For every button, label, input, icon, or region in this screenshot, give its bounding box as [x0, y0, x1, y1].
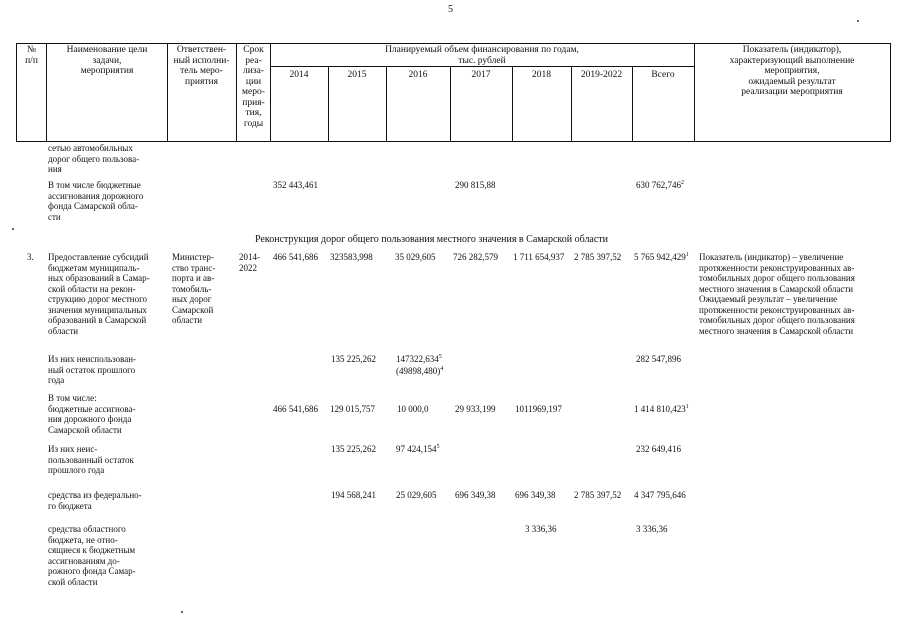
header-year-2019-2022: 2019-2022: [580, 70, 623, 80]
budget-2014: 466 541,686: [273, 404, 318, 414]
header-name: Наименование цели задачи, мероприятия: [66, 45, 148, 76]
unused2-2015: 135 225,262: [331, 444, 376, 454]
row-3-responsible: Министер- ство транс- порта и ав- томобиль- ных дорог Самарской области: [172, 252, 216, 325]
header-year-2015: 2015: [347, 70, 367, 80]
regional-2018: 3 336,36: [525, 524, 557, 534]
row-3-indicator: Показатель (индикатор) – увеличение протяженности реконструированных ав- томобильных дорог общего пользования местного значения в Самарской области Ожидаемый результат – увеличение протяженности реконструированных ав- томобильных дорог общего пользования местного значения в Самарской области: [699, 252, 855, 336]
row-3-term: 2014- 2022: [239, 252, 260, 273]
federal-total: 4 347 795,646: [634, 490, 686, 500]
budget-2016: 10 000,0: [397, 404, 429, 414]
scan-speck: [12, 228, 14, 230]
budget-2017: 29 933,199: [455, 404, 496, 414]
federal-2017: 696 349,38: [455, 490, 496, 500]
federal-2018: 696 349,38: [515, 490, 556, 500]
federal-2019-2022: 2 785 397,52: [574, 490, 622, 500]
incl-2017: 290 815,88: [455, 180, 496, 190]
row-3-total: 5 765 942,429$^1$: [634, 252, 689, 262]
federal-name: средства из федерально- го бюджета: [48, 490, 142, 511]
scan-speck: [181, 611, 183, 613]
row-3-number: 3.: [27, 252, 34, 262]
section-title: Реконструкция дорог общего пользования местного значения в Самарской области: [255, 234, 609, 245]
header-indicator: Показатель (индикатор), характеризующий выполнение мероприятия, ожидаемый результат реализации мероприятия: [729, 45, 855, 97]
cont-name: сетью автомобильных дорог общего пользова- ния: [48, 143, 140, 174]
unused-total: 282 547,896: [636, 354, 681, 364]
incl-total: 630 762,746$^2$: [636, 180, 684, 190]
unused2-name: Из них неис- пользованный остаток прошлого года: [48, 444, 134, 475]
federal-2015: 194 568,241: [331, 490, 376, 500]
incl-2014: 352 443,461: [273, 180, 318, 190]
regional-name: средства областного бюджета, не отно- сящиеся к бюджетным ассигнованиям до- рожного фонда Самар- ской области: [48, 524, 136, 587]
budget-total: 1 414 810,423$^1$: [634, 404, 689, 414]
row-3-2018: 1 711 654,937: [513, 252, 565, 262]
unused-name: Из них неиспользован- ный остаток прошлого года: [48, 354, 137, 385]
header-funding: Планируемый объем финансирования по годам, тыс. рублей: [385, 45, 579, 66]
regional-total: 3 336,36: [636, 524, 668, 534]
header-num: № п/п: [25, 45, 38, 66]
row-3-name: Предоставление субсидий бюджетам муниципаль- ных образований в Самар- ской области на рекон- струкцию дорог местного значения муниципальных образований в Самарской области: [48, 252, 150, 336]
unused2-total: 232 649,416: [636, 444, 681, 454]
federal-2016: 25 029,605: [396, 490, 437, 500]
unused-2016-b: $(49898,480)^4$: [396, 366, 444, 376]
budget-name: В том числе: бюджетные ассигнова- ния дорожного фонда Самарской области: [48, 393, 136, 435]
unused-2016-a: 147322,634$^5$: [396, 354, 442, 364]
scan-speck: [857, 20, 859, 22]
header-year-2014: 2014: [289, 70, 309, 80]
row-3-2016: 35 029,605: [395, 252, 436, 262]
header-year-2017: 2017: [471, 70, 491, 80]
page-number: 5: [448, 4, 453, 15]
header-year-2018: 2018: [532, 70, 551, 80]
header-term: Срок реа- лиза- ции меро- прия- тия, годы: [242, 45, 265, 129]
unused-2015: 135 225,262: [331, 354, 376, 364]
unused2-2016: 97 424,154$^5$: [396, 444, 440, 454]
row-3-2019-2022: 2 785 397,52: [574, 252, 622, 262]
header-total: Всего: [651, 70, 675, 80]
budget-2015: 129 015,757: [330, 404, 375, 414]
budget-2018: 1011969,197: [515, 404, 562, 414]
header-responsible: Ответствен- ный исполни- тель меро- приятия: [173, 45, 230, 87]
incl-name: В том числе бюджетные ассигнования дорожного фонда Самарской обла- сти: [48, 180, 144, 222]
header-year-2016: 2016: [408, 70, 428, 80]
row-3-2015: 323583,998: [330, 252, 373, 262]
row-3-2014: 466 541,686: [273, 252, 318, 262]
row-3-2017: 726 282,579: [453, 252, 498, 262]
